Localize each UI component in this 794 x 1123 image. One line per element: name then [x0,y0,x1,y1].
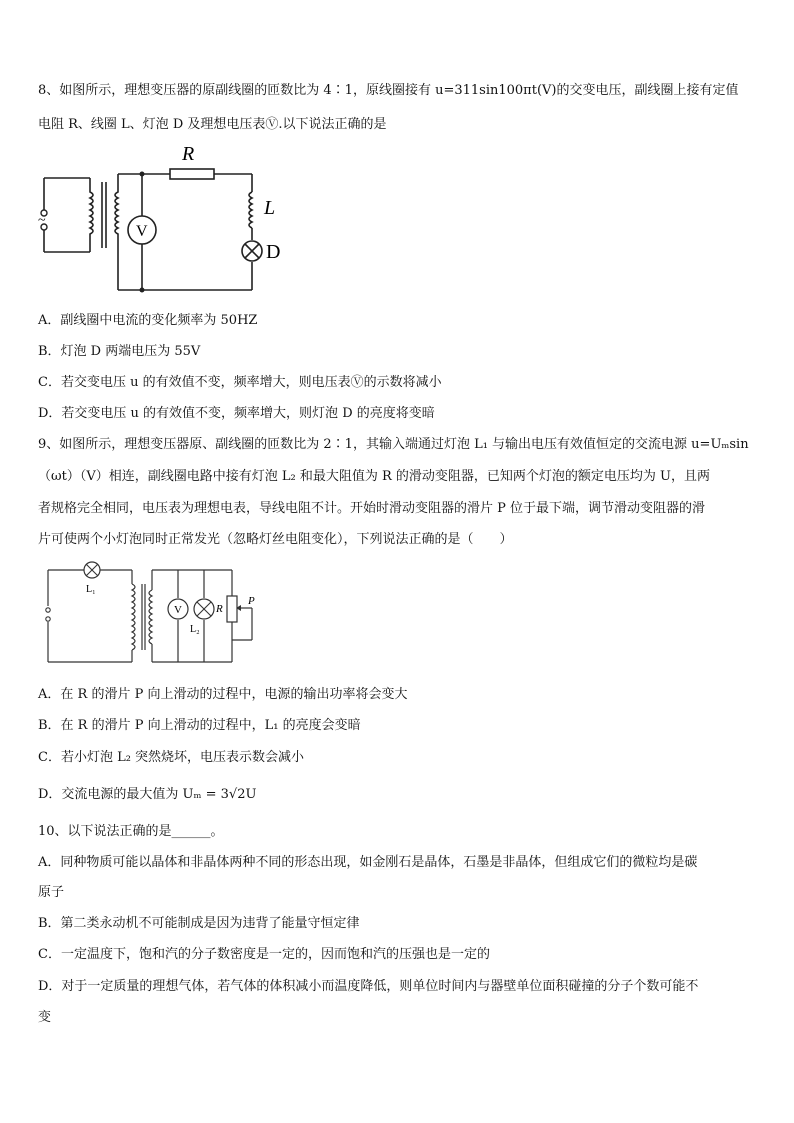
lamp-label: D [266,241,281,263]
q9-stem-line1: 9、如图所示，理想变压器原、副线圈的匝数比为 2∶1，其输入端通过灯泡 L₁ 与输出电压有效值恒定的交流电源 u=Uₘsin [38,437,749,452]
q10-option-a-cont: 原子 [38,885,65,900]
q8-option-a: A．副线圈中电流的变化频率为 50HZ [38,313,258,328]
q9-option-a: A．在 R 的滑片 P 向上滑动的过程中，电源的输出功率将会变大 [38,687,408,702]
q9-option-c: C．若小灯泡 L₂ 突然烧坏，电压表示数会减小 [38,750,305,765]
q9-circuit-diagram [40,560,260,676]
q10-option-c: C．一定温度下，饱和汽的分子数密度是一定的，因而饱和汽的压强也是一定的 [38,947,490,962]
q10-option-b: B．第二类永动机不可能制成是因为违背了能量守恒定律 [38,916,360,931]
source-terminal-bottom [46,617,50,621]
q8-option-c: C．若交变电压 u 的有效值不变，频率增大，则电压表Ⓥ的示数将减小 [38,375,442,390]
slider-p-label: P [248,595,255,607]
lamp-l2-symbol [194,599,214,619]
q10-option-a: A．同种物质可能以晶体和非晶体两种不同的形态出现，如金刚石是晶体，石墨是非晶体，但组成它们的微粒均是碳 [38,855,698,870]
inductor-label: L [264,197,276,219]
q10-option-d: D．对于一定质量的理想气体，若气体的体积减小而温度降低，则单位时间内与器壁单位面积碰撞的分子个数可能不 [38,979,699,994]
lamp-l1-label: L₁ [86,584,96,595]
q8-option-d: D．若交变电压 u 的有效值不变，频率增大，则灯泡 D 的亮度将变暗 [38,406,435,421]
q8-circuit-diagram [30,140,300,304]
q8-option-b: B．灯泡 D 两端电压为 55V [38,344,201,359]
lamp-l1-symbol [84,562,100,578]
rheostat-symbol [227,596,237,622]
resistor-symbol [170,169,214,179]
rheostat-label: R [216,603,223,615]
q8-stem-line1: 8、如图所示，理想变压器的原副线圈的匝数比为 4∶1，原线圈接有 u=311sin100πt(V)的交变电压，副线圈上接有定值 [38,83,739,98]
resistor-label: R [182,143,195,165]
q10-stem-line1: 10、以下说法正确的是______。 [38,824,224,839]
lamp-symbol [242,241,262,261]
q9-option-b: B．在 R 的滑片 P 向上滑动的过程中，L₁ 的亮度会变暗 [38,718,361,733]
voltmeter-label: V [174,604,182,616]
ac-source-symbol: ~ [38,213,46,228]
source-terminal-top [46,608,50,612]
q9-stem-line2: （ωt）（V）相连，副线圈电路中接有灯泡 L₂ 和最大阻值为 R 的滑动变阻器，已知两个灯泡的额定电压均为 U，且两 [38,469,710,484]
q9-stem-line4: 片可使两个小灯泡同时正常发光（忽略灯丝电阻变化），下列说法正确的是（ ） [38,532,513,547]
q8-stem-line2: 电阻 R、线圈 L、灯泡 D 及理想电压表Ⓥ.以下说法正确的是 [38,117,387,132]
lamp-l2-label: L₂ [190,624,200,635]
q10-option-d-cont: 变 [38,1010,52,1025]
q9-option-d: D．交流电源的最大值为 Uₘ = 3√2U [38,787,257,802]
q9-stem-line3: 者规格完全相同，电压表为理想电表，导线电阻不计。开始时滑动变阻器的滑片 P 位于最下端，调节滑动变阻器的滑 [38,501,706,516]
voltmeter-label: V [136,223,148,240]
